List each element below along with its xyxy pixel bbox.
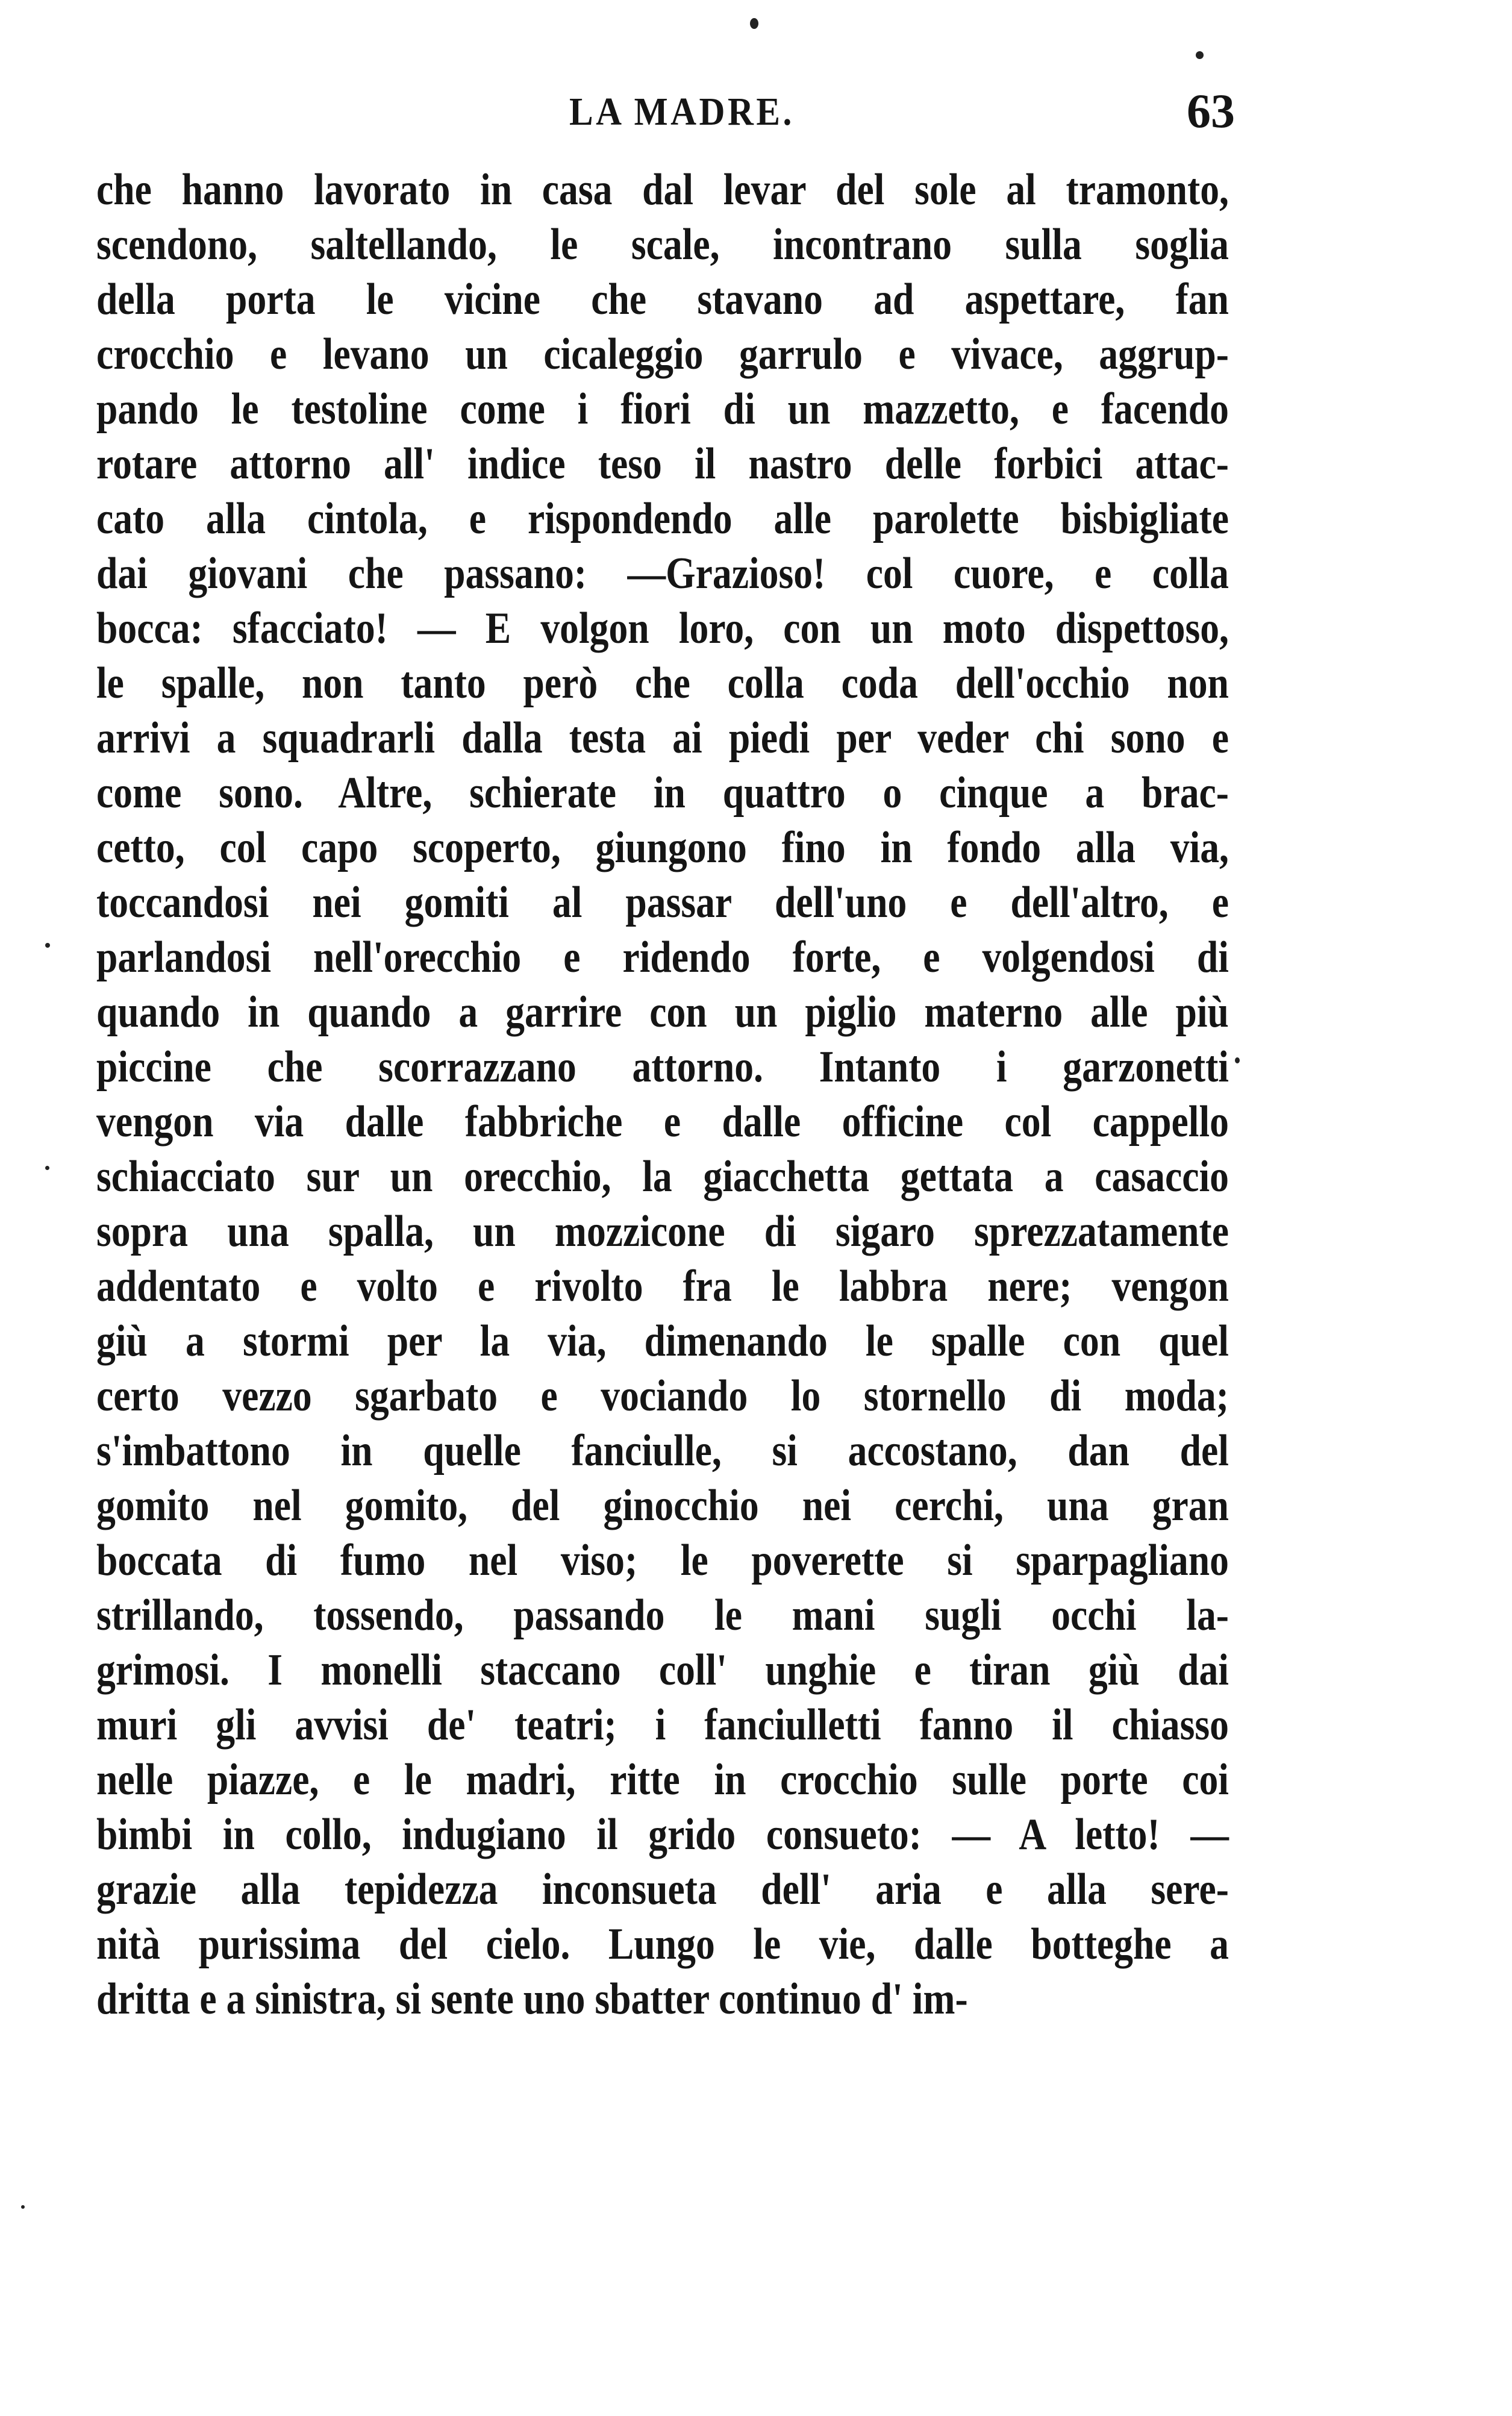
text-line: rotare attorno all' indice teso il nastro delle forbici attac- <box>96 439 1229 489</box>
text-line: bocca: sfacciato! — E volgon loro, con un moto dispettoso, <box>96 604 1229 653</box>
scan-speck <box>45 1166 49 1170</box>
text-line: nelle piazze, e le madri, ritte in crocchio sulle porte coi <box>96 1755 1229 1804</box>
text-line: grimosi. I monelli staccano coll' unghie e tiran giù dai <box>96 1645 1229 1695</box>
scan-speck <box>750 18 758 29</box>
text-line: schiacciato sur un orecchio, la giacchetta gettata a casaccio <box>96 1152 1229 1201</box>
text-line: s'imbattono in quelle fanciulle, si accostano, dan del <box>96 1426 1229 1476</box>
text-line: cato alla cintola, e rispondendo alle parolette bisbigliate <box>96 494 1229 543</box>
text-line: parlandosi nell'orecchio e ridendo forte, e volgendosi di <box>96 933 1229 982</box>
page-number: 63 <box>1187 85 1235 138</box>
text-line: gomito nel gomito, del ginocchio nei cerchi, una gran <box>96 1481 1229 1530</box>
text-line: giù a stormi per la via, dimenando le spalle con quel <box>96 1316 1229 1366</box>
text-line: dai giovani che passano: —Grazioso! col cuore, e colla <box>96 549 1229 598</box>
text-line: arrivi a squadrarli dalla testa ai piedi per veder chi sono e <box>96 713 1229 763</box>
text-line: della porta le vicine che stavano ad aspettare, fan <box>96 275 1229 324</box>
text-line: strillando, tossendo, passando le mani sugli occhi la- <box>96 1591 1229 1640</box>
text-line: piccine che scorrazzano attorno. Intanto i garzonetti <box>96 1042 1229 1092</box>
scan-speck <box>45 943 50 948</box>
text-line: le spalle, non tanto però che colla coda dell'occhio non <box>96 659 1229 708</box>
text-line: crocchio e levano un cicaleggio garrulo e vivace, aggrup- <box>96 330 1229 379</box>
text-line: muri gli avvisi de' teatri; i fanciulletti fanno il chiasso <box>96 1700 1229 1750</box>
text-line: cetto, col capo scoperto, giungono fino in fondo alla via, <box>96 823 1229 872</box>
text-line: scendono, saltellando, le scale, incontrano sulla soglia <box>96 220 1229 269</box>
text-line: grazie alla tepidezza inconsueta dell' aria e alla sere- <box>96 1865 1229 1914</box>
text-line: nità purissima del cielo. Lungo le vie, dalle botteghe a <box>96 1920 1229 1969</box>
text-line: dritta e a sinistra, si sente uno sbatter continuo d' im- <box>96 1974 968 2024</box>
scan-speck <box>1235 1057 1240 1063</box>
page-header <box>90 85 1235 155</box>
text-line: toccandosi nei gomiti al passar dell'uno e dell'altro, e <box>96 878 1229 927</box>
text-line: addentato e volto e rivolto fra le labbra nere; vengon <box>96 1262 1229 1311</box>
running-title: LA MADRE. <box>569 90 795 134</box>
text-line: come sono. Altre, schierate in quattro o cinque a brac- <box>96 768 1229 818</box>
text-line: sopra una spalla, un mozzicone di sigaro sprezzatamente <box>96 1207 1229 1256</box>
text-line: vengon via dalle fabbriche e dalle officine col cappello <box>96 1097 1229 1147</box>
text-line: che hanno lavorato in casa dal levar del sole al tramonto, <box>96 165 1229 214</box>
text-line: boccata di fumo nel viso; le poverette si sparpagliano <box>96 1536 1229 1585</box>
body-text <box>96 163 1229 2027</box>
text-line: quando in quando a garrire con un piglio materno alle più <box>96 987 1229 1037</box>
text-line: certo vezzo sgarbato e vociando lo stornello di moda; <box>96 1371 1229 1421</box>
scan-speck <box>1196 51 1204 59</box>
scan-speck <box>21 2205 25 2209</box>
text-line: bimbi in collo, indugiano il grido consueto: — A letto! — <box>96 1810 1229 1859</box>
text-line: pando le testoline come i fiori di un mazzetto, e facendo <box>96 384 1229 434</box>
